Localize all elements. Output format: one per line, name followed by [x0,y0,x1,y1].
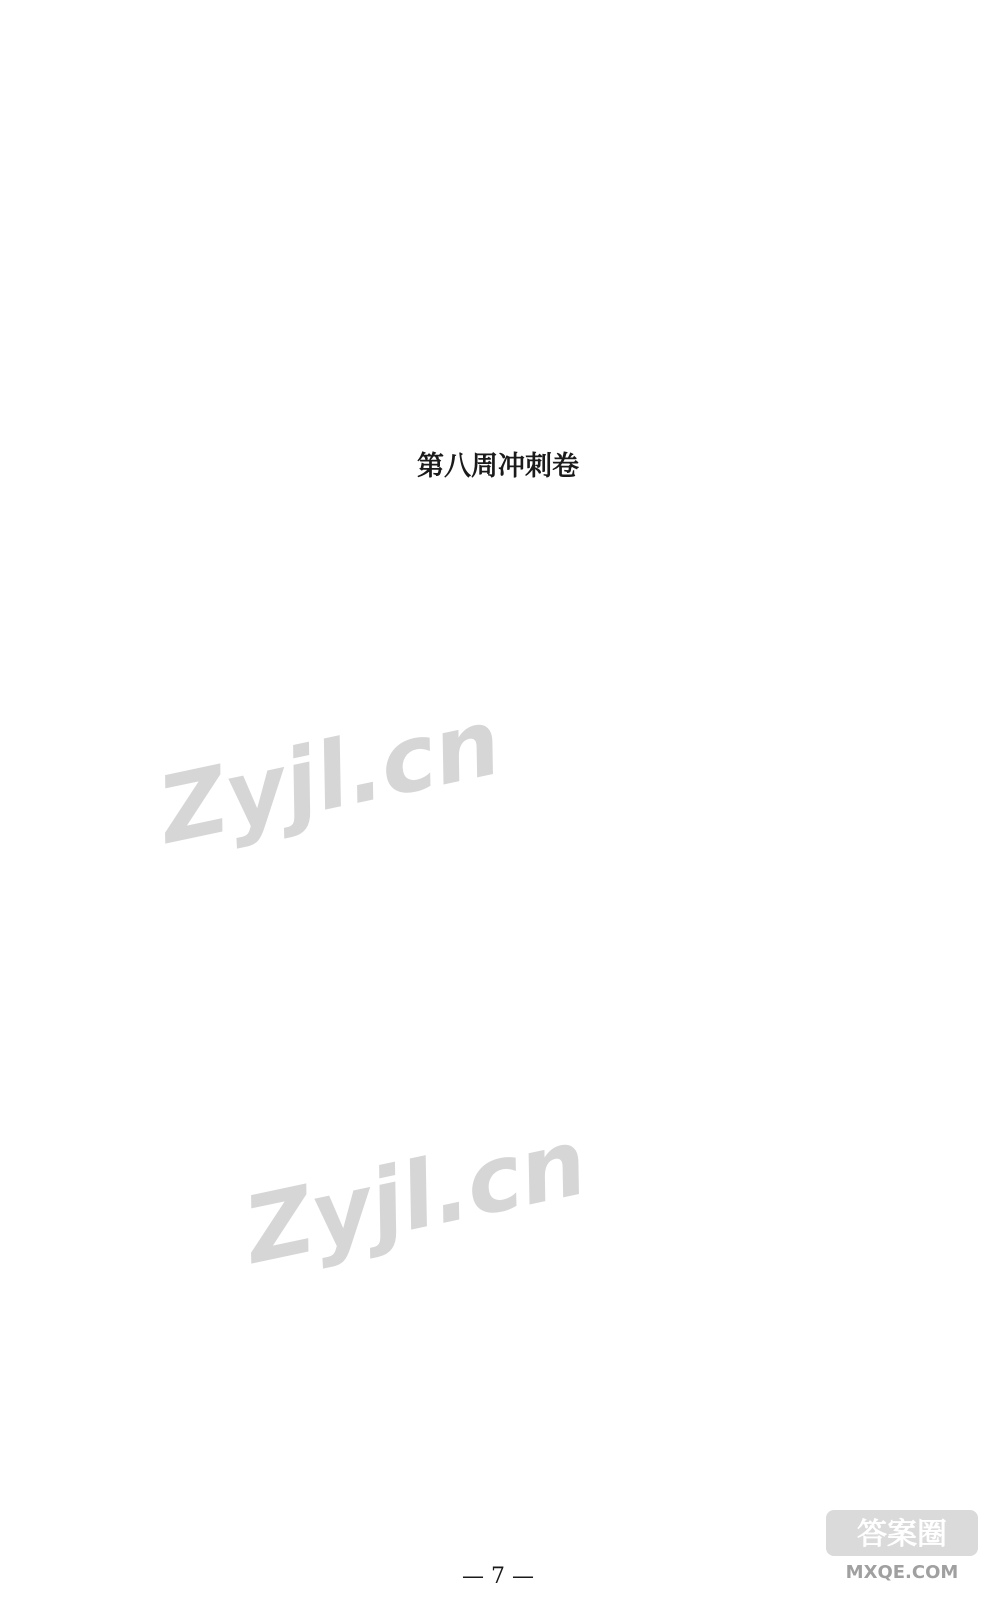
watermark: Zyjl.cn [150,688,510,865]
watermark: Zyjl.cn [236,1108,596,1285]
svg-text:MXQE.COM: MXQE.COM [845,1562,959,1583]
svg-text:答案圈: 答案圈 [857,1517,947,1552]
section-title: 第八周冲刺卷 [417,451,579,482]
site-logo [822,1506,982,1586]
page-number: — 7 — [462,1564,534,1589]
